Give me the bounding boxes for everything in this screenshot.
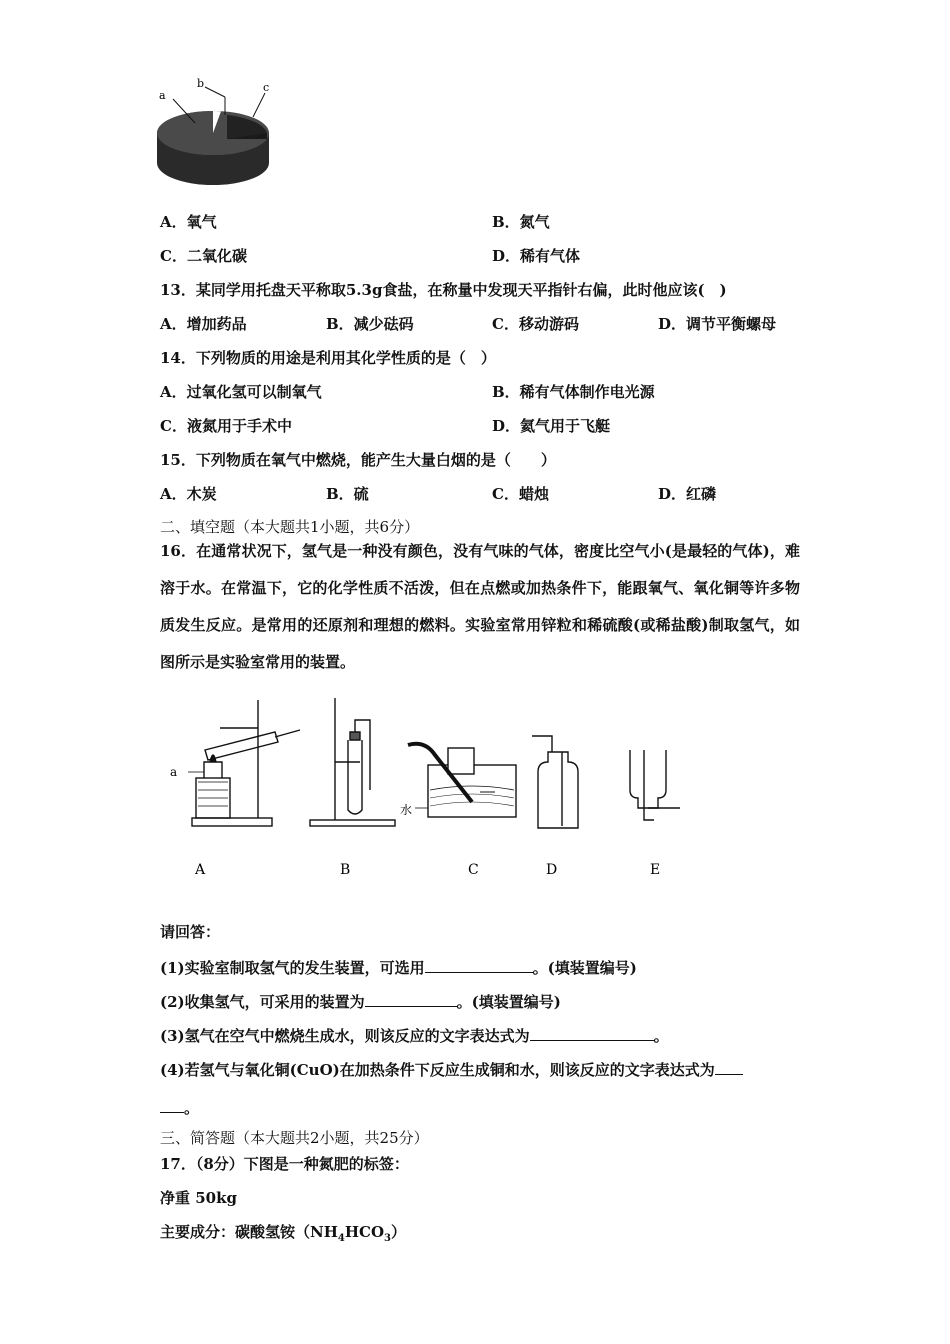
section2-title: 二、填空题（本大题共1小题，共6分） bbox=[160, 518, 420, 536]
q15-option-d: D．红磷 bbox=[658, 485, 717, 503]
q16-sub2-post: 。(填装置编号) bbox=[456, 993, 561, 1011]
q16-sub4 bbox=[160, 1058, 743, 1080]
q16-sub1 bbox=[160, 956, 637, 978]
apparatus-label-B: B bbox=[340, 862, 351, 878]
q17-ingredient-pre: 主要成分：碳酸氢铵（NH bbox=[160, 1223, 338, 1241]
q15-option-a: A．木炭 bbox=[160, 485, 217, 503]
q14-option-b: B．稀有气体制作电光源 bbox=[492, 383, 655, 401]
q17-ingredient-sub2: 3 bbox=[384, 1233, 392, 1244]
q16-sub2-pre: (2)收集氢气，可采用的装置为 bbox=[160, 993, 365, 1011]
apparatus-figure bbox=[160, 690, 700, 890]
q13-option-d: D．调节平衡螺母 bbox=[658, 315, 777, 333]
q12-option-d: D．稀有气体 bbox=[492, 247, 581, 265]
pie-figure bbox=[155, 75, 280, 190]
q16-text: 16．在通常状况下，氢气是一种没有颜色，没有气味的气体，密度比空气小(是最轻的气体)，难溶于水。在常温下，它的化学性质不活泼，但在点燃或加热条件下，能跟氧气、氧化铜等许多物质发生反应。是常用的还原剂和理想的燃料。实验室常用锌粒和稀硫酸(或稀盐酸)制取氢气，如图所示是实验室常用的装置。 bbox=[160, 542, 800, 671]
q14-option-d: D．氦气用于飞艇 bbox=[492, 417, 611, 435]
q16-sub4-cont bbox=[160, 1096, 199, 1118]
q14-stem: 14．下列物质的用途是利用其化学性质的是（ ） bbox=[160, 349, 496, 367]
q12-option-a: A．氧气 bbox=[160, 213, 217, 231]
q17-ingredient-mid: HCO bbox=[344, 1223, 385, 1241]
q16-sub3-pre: (3)氢气在空气中燃烧生成水，则该反应的文字表达式为 bbox=[160, 1027, 530, 1045]
q17-net-weight: 净重 50kg bbox=[160, 1189, 237, 1207]
q14-option-c: C．液氮用于手术中 bbox=[160, 417, 292, 435]
pie-label-b: b bbox=[197, 77, 205, 90]
apparatus-label-water: 水 bbox=[400, 803, 413, 817]
q15-option-b: B．硫 bbox=[326, 485, 369, 503]
q16-sub1-post: 。(填装置编号) bbox=[532, 959, 637, 977]
q13-option-c: C．移动游码 bbox=[492, 315, 579, 333]
apparatus-label-A: A bbox=[195, 862, 206, 878]
apparatus-label-a: a bbox=[170, 765, 178, 779]
q16-sub1-blank[interactable] bbox=[425, 956, 533, 973]
q14-option-a: A．过氧化氢可以制氧气 bbox=[160, 383, 322, 401]
pie-label-c: c bbox=[263, 81, 270, 94]
apparatus-label-E: E bbox=[650, 862, 661, 878]
section3-title: 三、简答题（本大题共2小题，共25分） bbox=[160, 1129, 429, 1147]
q16-sub3-blank[interactable] bbox=[530, 1024, 654, 1041]
q13-stem: 13．某同学用托盘天平称取5.3g食盐，在称量中发现天平指针右偏，此时他应该( ) bbox=[160, 281, 727, 299]
q16-sub4-pre: (4)若氢气与氧化铜(CuO)在加热条件下反应生成铜和水，则该反应的文字表达式为 bbox=[160, 1061, 715, 1079]
q12-option-c: C．二氧化碳 bbox=[160, 247, 247, 265]
q16-sub3 bbox=[160, 1024, 669, 1046]
q16-sub1-pre: (1)实验室制取氢气的发生装置，可选用 bbox=[160, 959, 425, 977]
q16-sub3-post: 。 bbox=[653, 1027, 669, 1045]
q17-ingredient-post: ） bbox=[391, 1223, 407, 1241]
q13-option-a: A．增加药品 bbox=[160, 315, 247, 333]
q15-stem: 15．下列物质在氧气中燃烧，能产生大量白烟的是（ ） bbox=[160, 451, 556, 469]
q16-sub2 bbox=[160, 990, 561, 1012]
q15-option-c: C．蜡烛 bbox=[492, 485, 549, 503]
apparatus-label-C: C bbox=[468, 862, 479, 878]
q16-sub4-post: 。 bbox=[184, 1099, 200, 1117]
pie-label-a: a bbox=[159, 89, 166, 102]
q13-option-b: B．减少砝码 bbox=[326, 315, 414, 333]
q17-ingredient bbox=[160, 1222, 406, 1249]
q16-sub2-blank[interactable] bbox=[365, 990, 457, 1007]
q16-prompt: 请回答： bbox=[160, 923, 221, 941]
q12-option-b: B．氮气 bbox=[492, 213, 550, 231]
q16-sub4-blank[interactable] bbox=[715, 1058, 743, 1075]
q17-stem: 17．（8分）下图是一种氮肥的标签： bbox=[160, 1155, 409, 1173]
apparatus-label-D: D bbox=[546, 862, 558, 878]
q17-ingredient-sub1: 4 bbox=[337, 1233, 345, 1244]
q16-sub4-blank-cont[interactable] bbox=[160, 1096, 184, 1113]
